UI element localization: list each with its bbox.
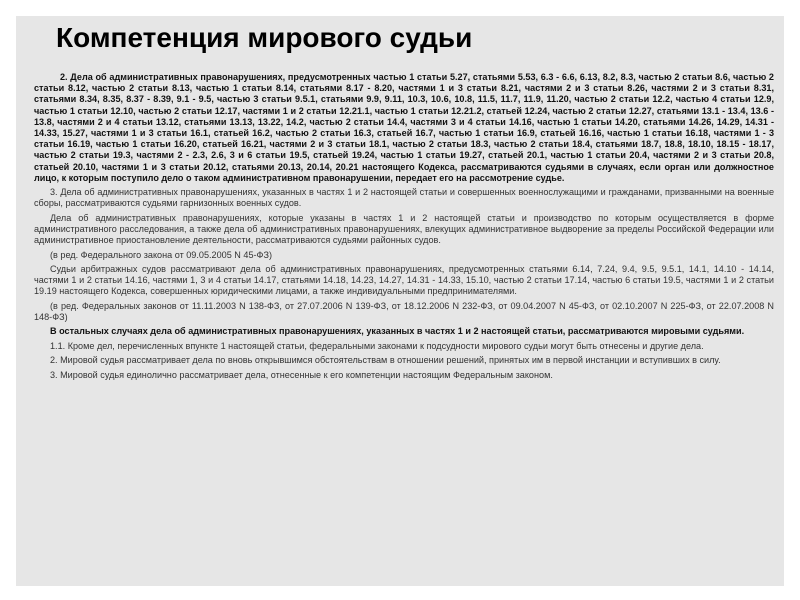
slide-title: Компетенция мирового судьи xyxy=(56,22,473,53)
slide xyxy=(16,16,784,586)
paragraph-district-courts: Дела об административных правонарушениях, которые указаны в частях 1 и 2 настоящей статьи и производство по которым осуществляется в форме административного расследования, а также дела об административных правонарушениях, влекущих административное выдворение за пределы Российской Федерации или административное приостановление деятельности, рассматриваются судьями районных судов. xyxy=(34,212,774,246)
paragraph-1-1: 1.1. Кроме дел, перечисленных впункте 1 настоящей статьи, федеральными законами к подсудности мирового судьи могут быть отнесены и другие дела. xyxy=(50,340,704,351)
paragraph-part-3: 3. Дела об административных правонарушениях, указанных в частях 1 и 2 настоящей статьи и совершенных военнослужащими и гражданами, призванными на военные сборы, рассматриваются судьями гарнизонных военных судов. xyxy=(34,187,774,209)
paragraph-other-cases: В остальных случаях дела об административных правонарушениях, указанных в частях 1 и 2 настоящей статьи, рассматриваются мировыми судьями. xyxy=(50,326,745,337)
paragraph-2: 2. Мировой судья рассматривает дела по вновь открывшимся обстоятельствам в отношении решений, принятых им в первой инстанции и вступивших в силу. xyxy=(50,355,721,366)
paragraph-arbitration-courts: Судьи арбитражных судов рассматривают дела об административных правонарушениях, предусмотренных статьями 6.14, 7.24, 9.4, 9.5, 9.5.1, 14.1, 14.10 - 14.14, частями 1 и 2 статьи 14.16, частями 1, 3 и 4 статьи 14.17, статьями 14.18, 14.23, 14.27, 14.31 - 14.33, 15.10, частью 2 статьи 17.14, частью 6 статьи 19.5, частями 1 и 2 статьи 19.19 настоящего Кодекса, совершенных юридическими лицами, а также индивидуальными предпринимателями. xyxy=(34,264,774,297)
paragraph-part-2: 2. Дела об административных правонарушениях, предусмотренных частью 1 статьи 5.27, статьями 5.53, 6.3 - 6.6, 6.13, 8.2, 8.3, частью 2 статьи 8.6, частью 2 статьи 8.12, частью 2 статьи 8.13, частью 1 статьи 8.14, статьями 8.17 - 8.20, частями 1 и 3 статьи 8.21, частями 2 и 3 статьи 8.26, частями 2 и 3 статьи 8.31, статьями 8.34, 8.35, 8.37 - 8.39, 9.1 - 9.5, частью 3 статьи 9.5.1, статьями 9.9, 9.11, 10.3, 10.6, 10.8, 11.5, 11.7, 11.9, 11.20, частью 2 статьи 12.2, частью 4 статьи 12.9, частью 1 статьи 12.10, частью 2 статьи 12.17, частями 1 и 2 статьи 12.21.1, частью 1 статьи 12.21.2, статьей 12.24, частью 2 статьи 12.27, статьями 13.1 - 13.4, 13.6 - 13.8, частями 2 и 4 статьи 13.12, статьями 13.13, 13.22, 14.2, частью 2 статьи 14.4, частями 3 и 4 статьи 14.16, частью 1 статьи 14.20, статьями 14.26, 14.29, 14.31 - 14.33, 15.27, частями 1 и 3 статьи 16.1, статьей 16.2, частью 2 статьи 16.3, статьей 16.7, частью 1 статьи 16.9, статьей 16.16, частью 1 статьи 16.18, частями 1 - 3 статьи 16.19, частью 1 статьи 16.20, статьей 16.21, частями 2 и 3 статьи 18.1, частью 2 статьи 18.3, частью 2 статьи 18.4, статьями 18.7, 18.8, 18.10, 18.15 - 18.17, частью 2 статьи 19.3, частями 2 - 2.3, 2.6, 3 и 6 статьи 19.5, статьей 19.24, частью 1 статьи 19.27, статьей 20.1, частью 1 статьи 20.4, частями 2 и 3 статьи 20.8, статьей 20.10, частями 1 и 3 статьи 20.12, статьями 20.13, 20.14, 20.21 настоящего Кодекса, рассматриваются судьями в случаях, если орган или должностное лицо, к которым поступило дело о таком административном правонарушении, передает его на рассмотрение судье. xyxy=(34,72,774,183)
paragraph-amendment-note-1: (в ред. Федерального закона от 09.05.2005 N 45-ФЗ) xyxy=(50,249,272,260)
paragraph-3: 3. Мировой судья единолично рассматривает дела, отнесенные к его компетенции настоящим Федеральным законом. xyxy=(50,369,553,380)
paragraph-amendment-note-2: (в ред. Федеральных законов от 11.11.2003 N 138-ФЗ, от 27.07.2006 N 139-ФЗ, от 18.12.2006 N 232-ФЗ, от 09.04.2007 N 45-ФЗ, от 02.10.2007 N 225-ФЗ, от 22.07.2008 N 148-ФЗ) xyxy=(34,300,774,322)
slide-body xyxy=(34,72,774,384)
